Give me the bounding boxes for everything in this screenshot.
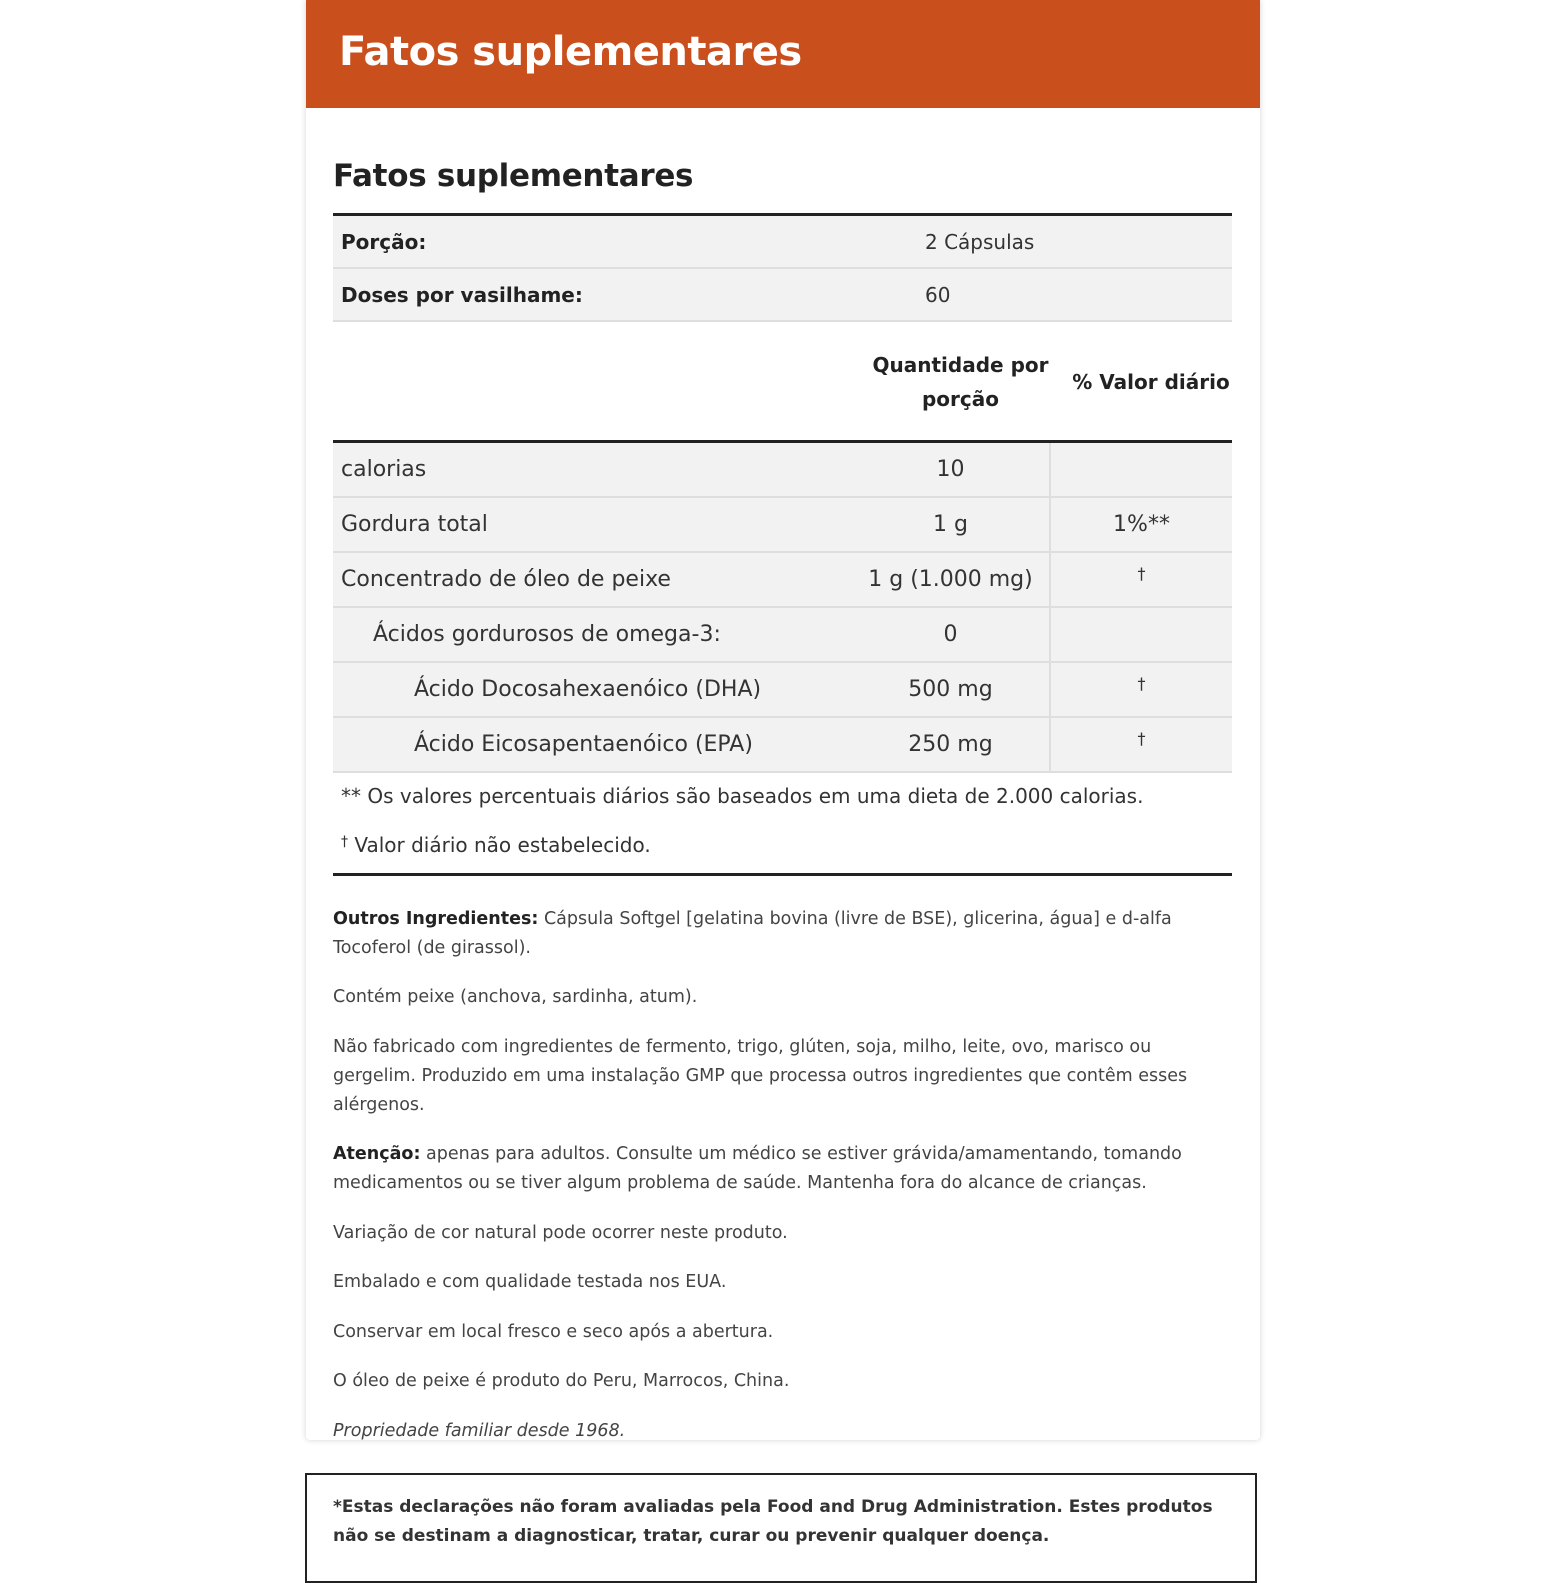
nutrient-amount: 10 <box>851 443 1051 496</box>
fda-disclaimer: *Estas declarações não foram avaliadas pela Food and Drug Administration. Estes produtos não se destinam a diagnosticar, tratar, curar ou prevenir qualquer doença. <box>305 1473 1257 1583</box>
facts-footnotes <box>333 773 1232 876</box>
table-row <box>333 443 1232 498</box>
table-row <box>333 718 1232 773</box>
footnote-text: Valor diário não estabelecido. <box>348 833 651 857</box>
nutrient-dv: † <box>1137 729 1146 748</box>
facts-panel <box>333 108 1232 1446</box>
nutrient-name: Gordura total <box>341 512 488 537</box>
packaged-note: Embalado e com qualidade testada nos EUA. <box>333 1272 727 1292</box>
dagger-symbol: † <box>341 834 348 850</box>
table-row <box>333 553 1232 608</box>
servings-per-container-label: Doses por vasilhame: <box>341 282 583 307</box>
footnote-daily-value-basis: ** Os valores percentuais diários são baseados em uma dieta de 2.000 calorias. <box>341 784 1144 808</box>
servings-per-container-value: 60 <box>925 282 951 307</box>
family-owned-note: Propriedade familiar desde 1968. <box>333 1421 626 1441</box>
serving-row <box>333 267 1232 320</box>
nutrient-dv: † <box>1137 674 1146 693</box>
banner-title: Fatos suplementares <box>306 0 1260 108</box>
table-row <box>333 663 1232 718</box>
nutrient-name: Ácido Eicosapentaenóico (EPA) <box>414 732 753 757</box>
nutrient-dv: † <box>1137 564 1146 583</box>
facts-title: Fatos suplementares <box>333 158 694 194</box>
origin-note: O óleo de peixe é produto do Peru, Marrocos, China. <box>333 1371 790 1391</box>
serving-row <box>333 216 1232 267</box>
nutrient-name: Ácidos gordurosos de omega-3: <box>373 622 721 647</box>
serving-size-value: 2 Cápsulas <box>925 229 1035 254</box>
nutrient-name: Concentrado de óleo de peixe <box>341 567 671 592</box>
table-row <box>333 498 1232 553</box>
supplement-facts-card <box>306 0 1260 1440</box>
storage-note: Conservar em local fresco e seco após a abertura. <box>333 1322 774 1342</box>
nutrient-amount: 1 g <box>851 498 1051 551</box>
serving-table <box>333 213 1232 322</box>
nutrient-amount: 500 mg <box>851 663 1051 716</box>
other-ingredients-label: Outros Ingredientes: <box>333 909 539 929</box>
warning <box>333 1140 1232 1198</box>
nutrient-amount: 1 g (1.000 mg) <box>851 553 1051 606</box>
nutrient-name: Ácido Docosahexaenóico (DHA) <box>414 677 762 702</box>
serving-size-label: Porção: <box>341 229 427 254</box>
nutrient-name: calorias <box>341 457 427 482</box>
warning-text: apenas para adultos. Consulte um médico se estiver grávida/amamentando, tomando medicamentos ou se tiver algum problema de saúde. Mantenha fora do alcance de crianças. <box>333 1144 1182 1193</box>
other-ingredients <box>333 905 1232 963</box>
nutrient-table <box>333 440 1232 773</box>
nutrient-amount: 0 <box>851 608 1051 661</box>
table-row <box>333 608 1232 663</box>
color-variation-note: Variação de cor natural pode ocorrer neste produto. <box>333 1223 788 1243</box>
contains-fish: Contém peixe (anchova, sardinha, atum). <box>333 987 698 1007</box>
header-daily-value: % Valor diário <box>1072 369 1230 394</box>
allergen-statement: Não fabricado com ingredientes de fermento, trigo, glúten, soja, milho, leite, ovo, marisco ou gergelim. Produzido em uma instalação GMP que processa outros ingredientes que contêm esses alérgenos. <box>333 1037 1188 1115</box>
nutrient-column-headers <box>333 323 1232 440</box>
nutrient-dv: 1%** <box>1113 512 1170 537</box>
warning-label: Atenção: <box>333 1144 421 1164</box>
other-ingredients-text: Cápsula Softgel [gelatina bovina (livre de BSE), glicerina, água] e d-alfa Tocoferol (de girassol). <box>333 909 1172 958</box>
footnote-not-established <box>341 832 1232 861</box>
nutrient-amount: 250 mg <box>851 718 1051 771</box>
header-amount: Quantidade por porção <box>872 352 1049 411</box>
